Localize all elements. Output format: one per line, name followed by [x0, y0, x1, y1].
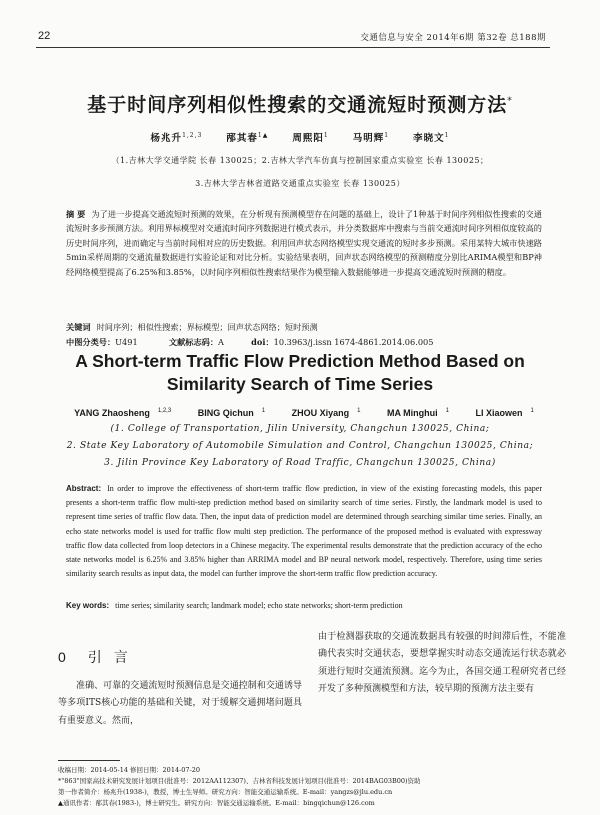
author-en: YANG Zhaosheng $^{1,2,3}$	[74, 408, 172, 418]
keywords-text-en: time series; similarity search; landmark model; echo state networks; short-term prediction	[115, 601, 403, 610]
footnote-rule	[58, 760, 120, 761]
clc-value: U491	[115, 337, 138, 347]
english-title-line-2: Similarity Search of Time Series	[166, 374, 434, 394]
chinese-authors	[0, 130, 600, 144]
english-keywords	[66, 601, 560, 610]
author-en: BING Qichun $^1$	[197, 408, 266, 418]
footnote-received: 收稿日期：2014-05-14 修回日期：2014-07-20	[58, 766, 201, 774]
header-rule	[36, 47, 550, 48]
author-zh: 李晓文$^1$	[413, 131, 450, 144]
english-abstract	[66, 482, 542, 581]
chinese-affiliation-line: 3.吉林大学吉林省道路交通重点实验室 长春 130025）	[195, 179, 405, 188]
section-number: 0	[58, 649, 66, 665]
english-authors	[20, 408, 580, 418]
author-zh: 马明辉$^1$	[352, 131, 390, 144]
footnote-corresponding-author: ▲通讯作者：邴其春(1983-)，博士研究生。研究方向：智能交通运输系统。E-mail：bingqichun@126.com	[58, 799, 375, 807]
doi-value: 10.3963/j.issn 1674-4861.2014.06.005	[273, 337, 434, 347]
chinese-abstract	[66, 207, 542, 279]
clc-label: 中图分类号：	[66, 337, 116, 347]
body-right-column: 由于检测器获取的交通流数据具有较强的时间滞后性，不能准确代表实时交通状态，要想掌握实时动态交通流运行状态就必须进行短时交通流预测。迄今为止，各国交通工程研究者已经开发了多种预测模型和方法，较早期的预测方法主要有	[318, 632, 566, 695]
footnote-funding: *"863"国家高技术研究发展计划项目(批准号：2012AA112307)、吉林省科技发展计划项目(批准号：2014BAG03B00)资助	[58, 777, 421, 785]
author-zh: 邴其春$^{1▲}$	[226, 131, 269, 144]
section-heading	[58, 647, 140, 667]
author-en: ZHOU Xiyang $^1$	[291, 408, 361, 418]
journal-info: 交通信息与安全 2014年6期 第32卷 总188期	[360, 33, 546, 43]
title-footnote-mark: *	[507, 96, 513, 107]
abstract-label-en: Abstract:	[66, 484, 102, 493]
author-zh: 杨兆升$^{1,2,3}$	[150, 131, 203, 144]
chinese-title-text: 基于时间序列相似性搜索的交通流短时预测方法	[87, 94, 508, 116]
english-affiliation-line: (1. College of Transportation, Jilin University, Changchun 130025, China;	[110, 424, 490, 434]
section-title: 引言	[87, 649, 140, 665]
english-affiliation-line: 2. State Key Laboratory of Automobile Simulation and Control, Changchun 130025, China;	[66, 441, 534, 451]
english-title-line-1: A Short-term Traffic Flow Prediction Method Based on	[75, 351, 525, 371]
author-en: MA Minghui $^1$	[386, 408, 449, 418]
keywords-label: 关键词	[66, 322, 91, 332]
page-number: 22	[38, 30, 51, 42]
body-left-text: 准确、可靠的交通流短时预测信息是交通控制和交通诱导等多项ITS核心功能的基础和关键，对于缓解交通拥堵问题具有重要意义。然而，	[58, 681, 302, 726]
chinese-title	[30, 90, 570, 117]
author-en: LI Xiaowen $^1$	[475, 408, 534, 418]
body-left-column	[58, 678, 302, 730]
abstract-text: 为了进一步提高交通流短时预测的效果，在分析现有预测模型存在问题的基础上，设计了1种基于时间序列相似性搜索的交通流短时多步预测方法。利用界标模型对交通流时间序列数据进行模式表示，并分类数据库中搜索与当前交通流时间序列相似度较高的历史时间序列，进而确定与当前时间相对应的历史数据。利用回声状态网络模型实现交通流的短时多步预测。采用某特大城市快速路5min采样周期的交通流量数据进行实验论证和对比分析。实验结果表明，回声状态网络模型的预测精度分别比ARIMA模型和BP神经网络模型提高了6.25%和3.85%，以时间序列相似性搜索结果作为模型输入数据能够进一步提高交通流短时预测的精度。	[66, 209, 542, 277]
chinese-keywords	[66, 322, 318, 333]
doi-label: doi：	[251, 337, 274, 347]
keywords-text: 时间序列；相似性搜索；界标模型；回声状态网络；短时预测	[96, 322, 318, 332]
author-zh: 周熙阳$^1$	[292, 131, 329, 144]
english-affiliation-line: 3. Jilin Province Key Laboratory of Road Traffic, Changchun 130025, China)	[104, 458, 496, 468]
doc-code-label: 文献标志码：	[168, 337, 219, 347]
abstract-label: 摘 要	[66, 209, 86, 219]
classification-line	[66, 337, 433, 348]
doc-code-value: A	[218, 337, 224, 347]
footnote-first-author: 第一作者简介：杨兆升(1938-)，教授，博士生导师。研究方向：智能交通运输系统。E-mail：yangzs@jlu.edu.cn	[58, 788, 393, 796]
abstract-text-en: In order to improve the effectiveness of short-term traffic flow prediction, in view of the existing forecasting models, this paper presents a short-term traffic flow multi-step prediction method based on similarity search of time series. Firstly, the landmark model is used to represent time series of traffic flow data. Then, the input data of prediction model are determined through searching similar time series. Finally, an echo state networks model is used for traffic flow multi step prediction. The performance of the proposed method is evaluated with expressway traffic flow data collected from loop detectors in a Chinese megacity. The experimental results demonstrate that the prediction accuracy of the echo state networks model is 6.25% and 3.85% higher than ARRIMA model and BP neural network model, respectively. Therefore, using time series similarity search results as input data, the model can further improve the short-term traffic flow prediction accuracy.	[66, 484, 542, 579]
chinese-affiliation-line: （1.吉林大学交通学院 长春 130025；2.吉林大学汽车仿真与控制国家重点实验室 长春 130025；	[111, 156, 489, 165]
keywords-label-en: Key words:	[66, 601, 110, 610]
